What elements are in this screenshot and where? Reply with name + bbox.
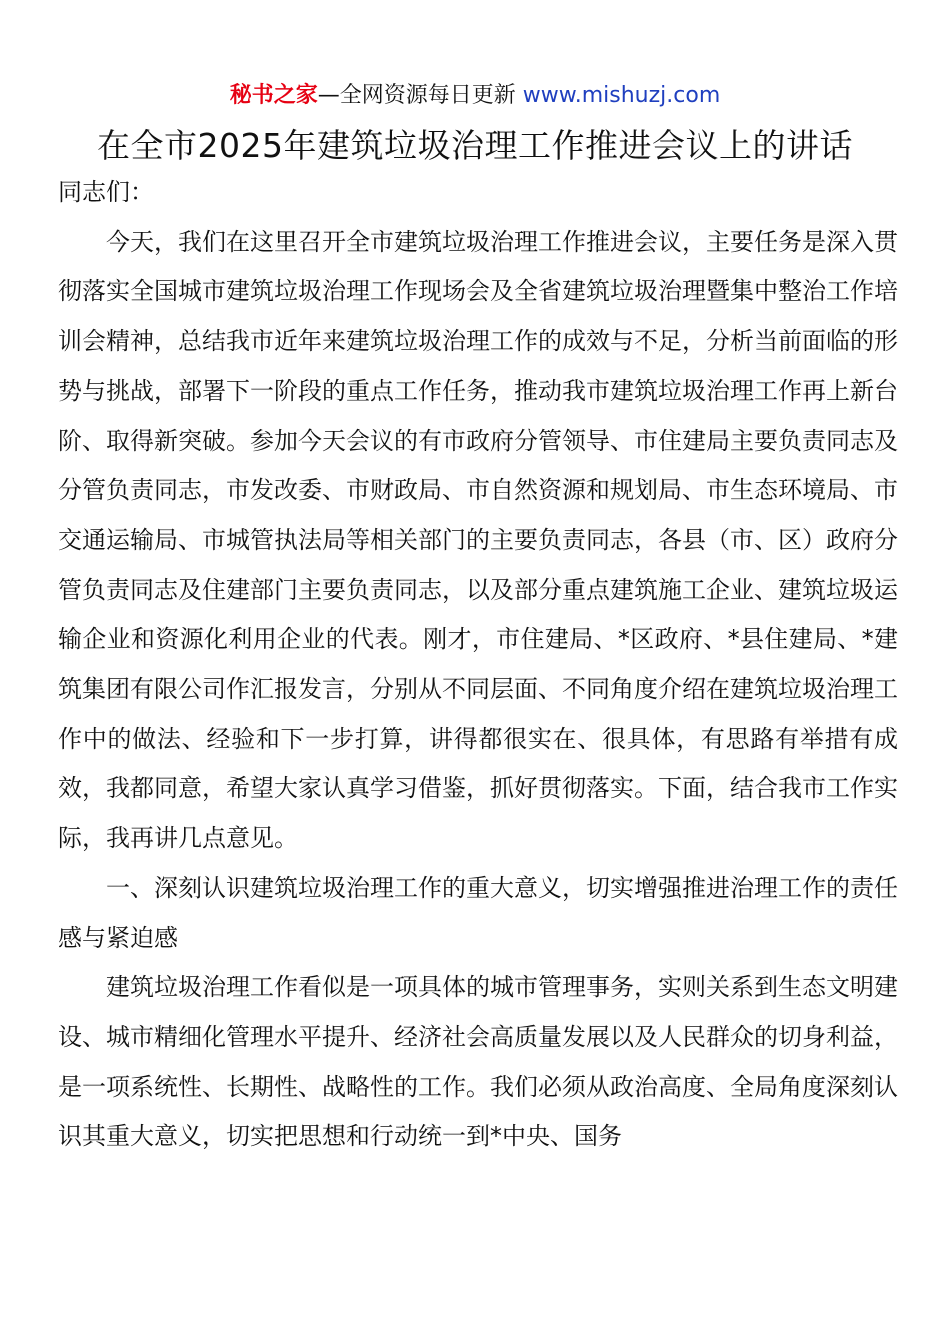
site-header bbox=[0, 80, 950, 112]
paragraph-section-1: 建筑垃圾治理工作看似是一项具体的城市管理事务，实则关系到生态文明建设、城市精细化管理水平提升、经济社会高质量发展以及人民群众的切身利益，是一项系统性、长期性、战略性的工作。我们必须从政治高度、全局角度深刻认识其重大意义，切实把思想和行动统一到*中央、国务 bbox=[58, 973, 898, 1151]
brand-name: 秘书之家 bbox=[229, 83, 318, 108]
document-title: 在全市2025年建筑垃圾治理工作推进会议上的讲话 bbox=[97, 126, 853, 165]
site-url-link[interactable]: www.mishuzj.com bbox=[522, 83, 721, 108]
header-tagline: —全网资源每日更新 bbox=[317, 83, 516, 108]
paragraph-intro: 今天，我们在这里召开全市建筑垃圾治理工作推进会议，主要任务是深入贯彻落实全国城市建筑垃圾治理工作现场会及全省建筑垃圾治理暨集中整治工作培训会精神，总结我市近年来建筑垃圾治理工作的成效与不足，分析当前面临的形势与挑战，部署下一阶段的重点工作任务，推动我市建筑垃圾治理工作再上新台阶、取得新突破。参加今天会议的有市政府分管领导、市住建局主要负责同志及分管负责同志，市发改委、市财政局、市自然资源和规划局、市生态环境局、市交通运输局、市城管执法局等相关部门的主要负责同志，各县（市、区）政府分管负责同志及住建部门主要负责同志，以及部分重点建筑施工企业、建筑垃圾运输企业和资源化利用企业的代表。刚才，市住建局、*区政府、*县住建局、*建筑集团有限公司作汇报发言，分别从不同层面、不同角度介绍在建筑垃圾治理工作中的做法、经验和下一步打算，讲得都很实在、很具体，有思路有举措有成效，我都同意，希望大家认真学习借鉴，抓好贯彻落实。下面，结合我市工作实际，我再讲几点意见。 bbox=[58, 227, 898, 853]
section-heading-1: 一、深刻认识建筑垃圾治理工作的重大意义，切实增强推进治理工作的责任感与紧迫感 bbox=[58, 873, 898, 952]
greeting: 同志们： bbox=[58, 178, 154, 206]
document-body bbox=[58, 168, 898, 1162]
